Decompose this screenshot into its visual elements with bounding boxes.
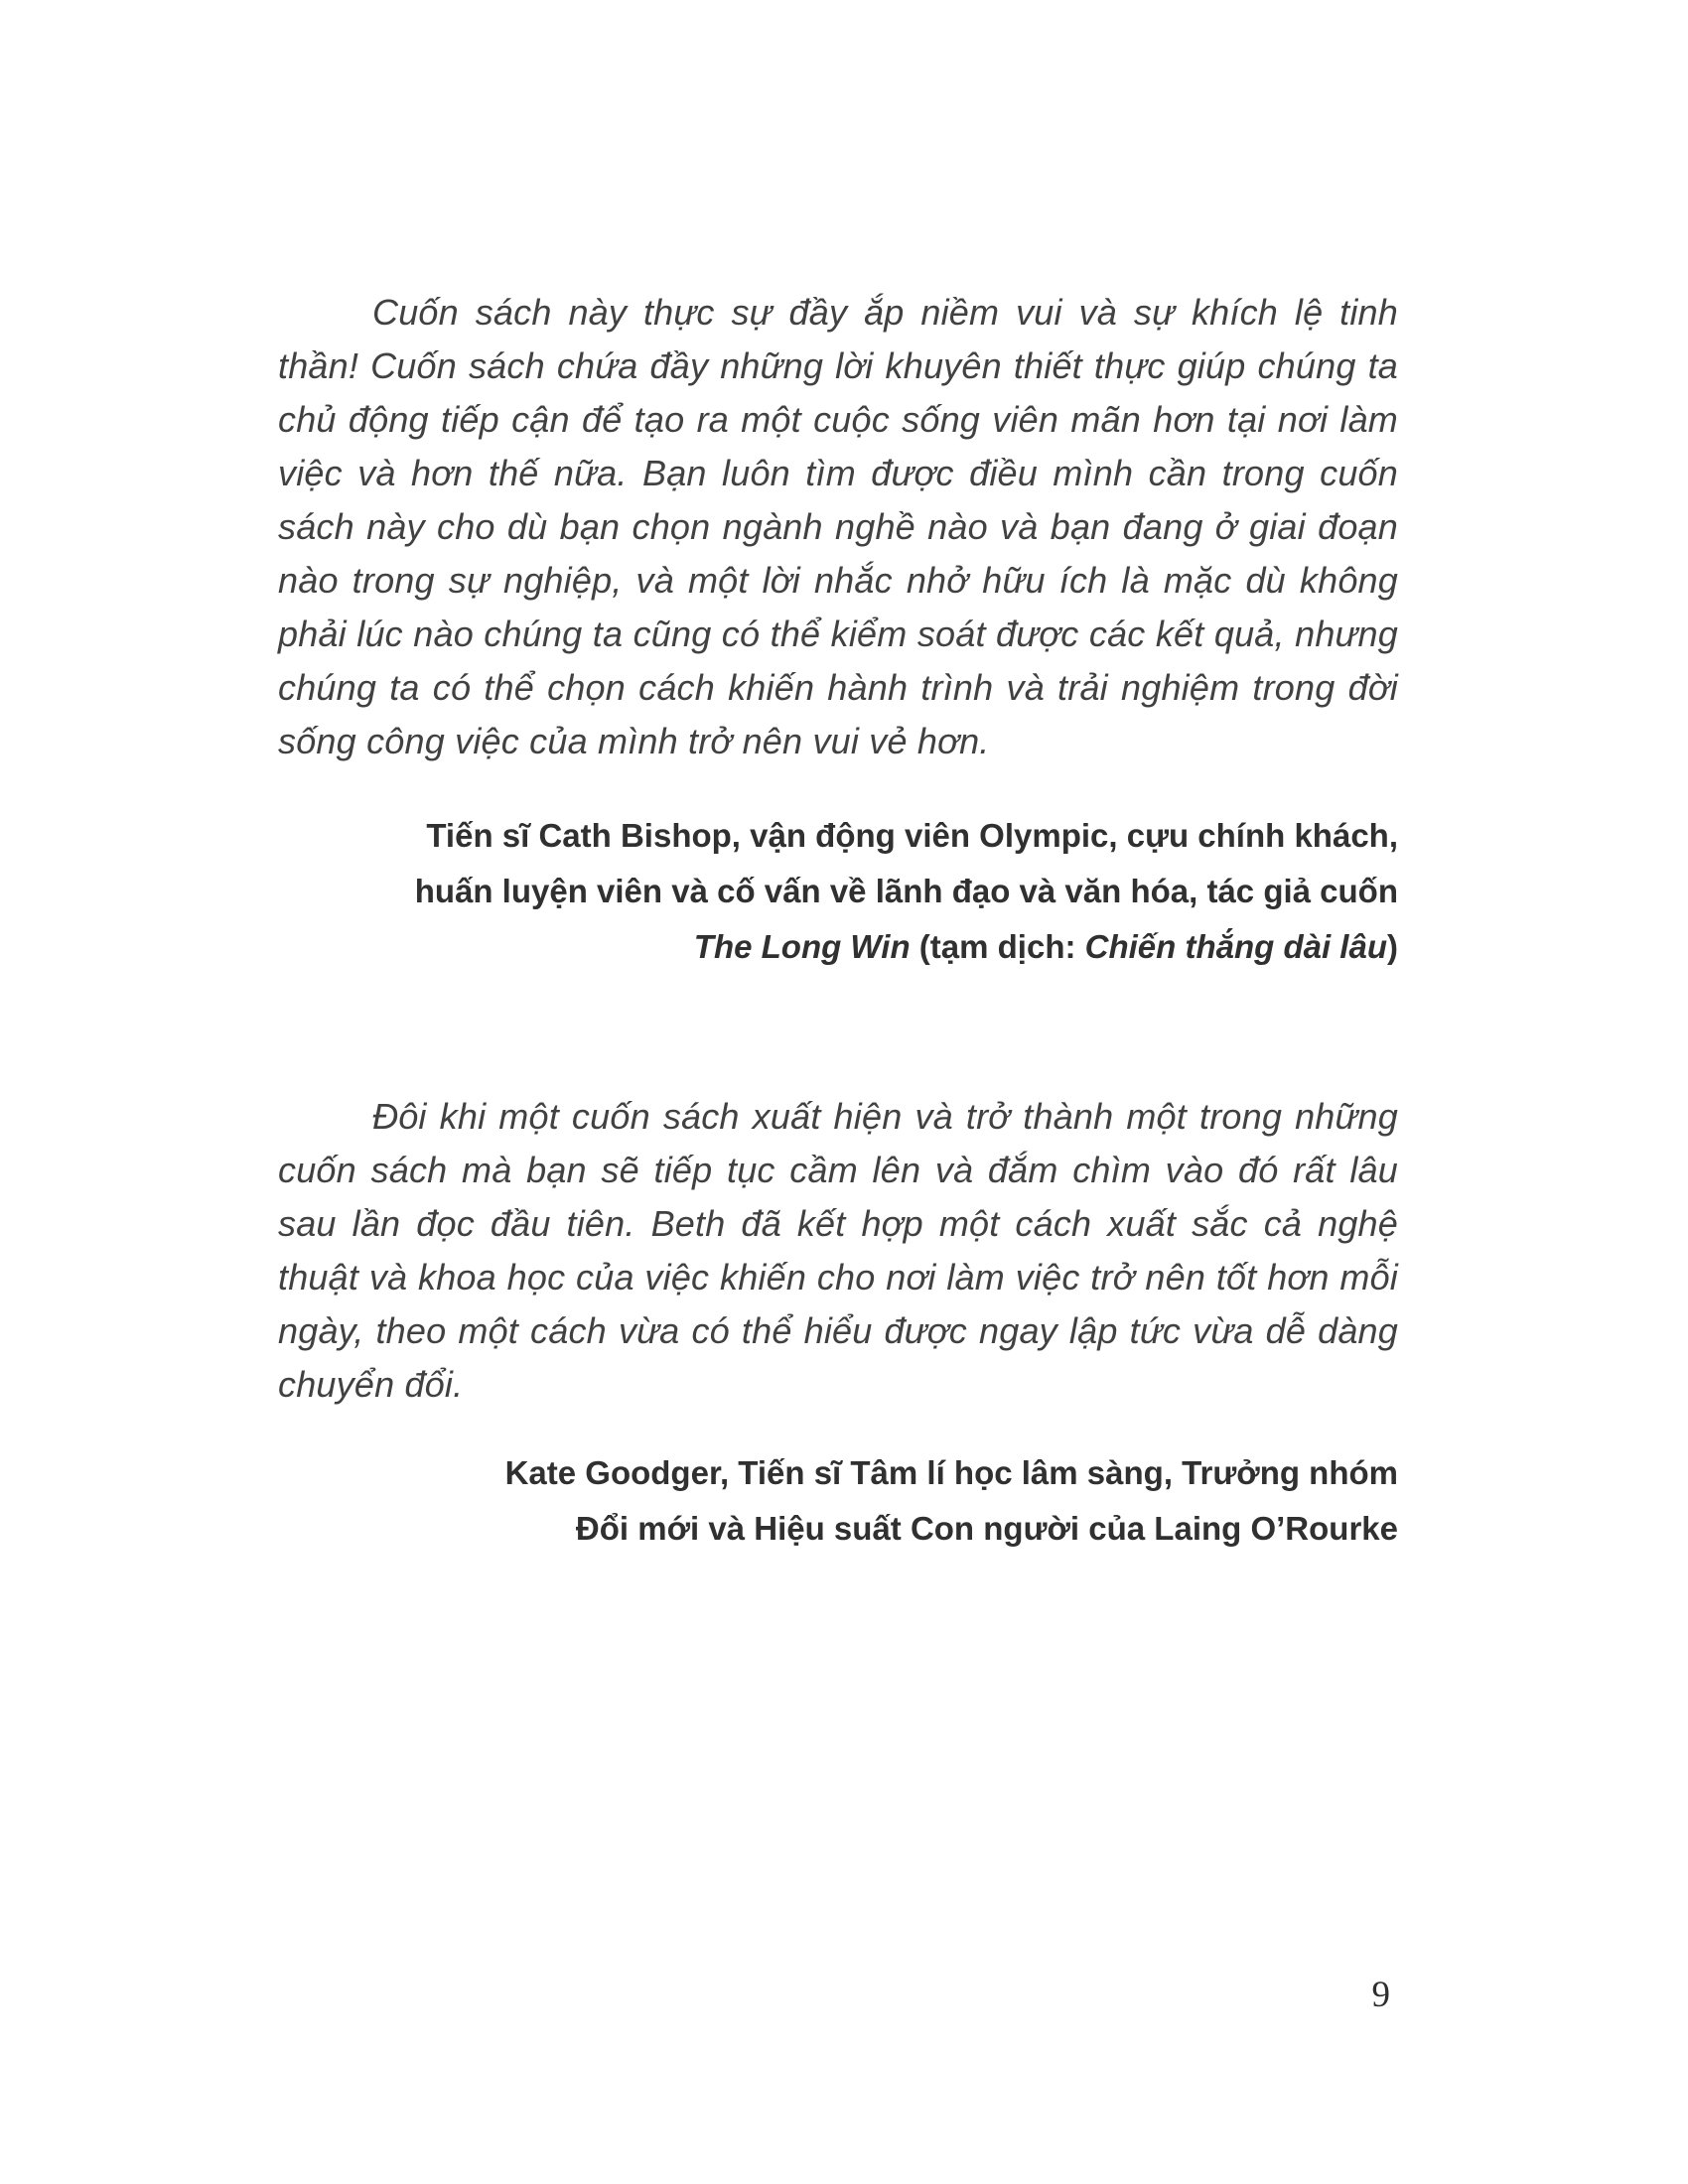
attribution-1-line-2: huấn luyện viên và cố vấn về lãnh đạo và văn hóa, tác giả cuốn [414, 873, 1398, 909]
testimonial-quote-2: Đôi khi một cuốn sách xuất hiện và trở thành một trong những cuốn sách mà bạn sẽ tiếp tục cầm lên và đắm chìm vào đó rất lâu sau lần đọc đầu tiên. Beth đã kết hợp một cách xuất sắc cả nghệ thuật và khoa học của việc khiến cho nơi làm việc trở nên tốt hơn mỗi ngày, theo một cách vừa có thể hiểu được ngay lập tức vừa dễ dàng chuyển đổi. [278, 1096, 1398, 1405]
book-title-translation: Chiến thắng dài lâu [1084, 928, 1387, 965]
page-content [278, 286, 1398, 1557]
attribution-2 [278, 1445, 1398, 1557]
translation-suffix: ) [1387, 928, 1398, 965]
attribution-1-line-3 [278, 919, 1398, 975]
testimonial-quote-1: Cuốn sách này thực sự đầy ắp niềm vui và sự khích lệ tinh thần! Cuốn sách chứa đầy những lời khuyên thiết thực giúp chúng ta chủ động tiếp cận để tạo ra một cuộc sống viên mãn hơn tại nơi làm việc và hơn thế nữa. Bạn luôn tìm được điều mình cần trong cuốn sách này cho dù bạn chọn ngành nghề nào và bạn đang ở giai đoạn nào trong sự nghiệp, và một lời nhắc nhở hữu ích là mặc dù không phải lúc nào chúng ta cũng có thể kiểm soát được các kết quả, nhưng chúng ta có thể chọn cách khiến hành trình và trải nghiệm trong đời sống công việc của mình trở nên vui vẻ hơn. [278, 292, 1398, 761]
attribution-2-line-2: Đổi mới và Hiệu suất Con người của Laing O’Rourke [575, 1510, 1398, 1547]
attribution-1 [278, 808, 1398, 975]
translation-prefix: (tạm dịch: [910, 928, 1085, 965]
attribution-2-line-1: Kate Goodger, Tiến sĩ Tâm lí học lâm sàng, Trưởng nhóm [504, 1454, 1398, 1491]
page-number: 9 [1371, 1975, 1390, 2015]
book-title: The Long Win [693, 928, 911, 965]
attribution-1-line-1: Tiến sĩ Cath Bishop, vận động viên Olympic, cựu chính khách, [426, 817, 1398, 854]
